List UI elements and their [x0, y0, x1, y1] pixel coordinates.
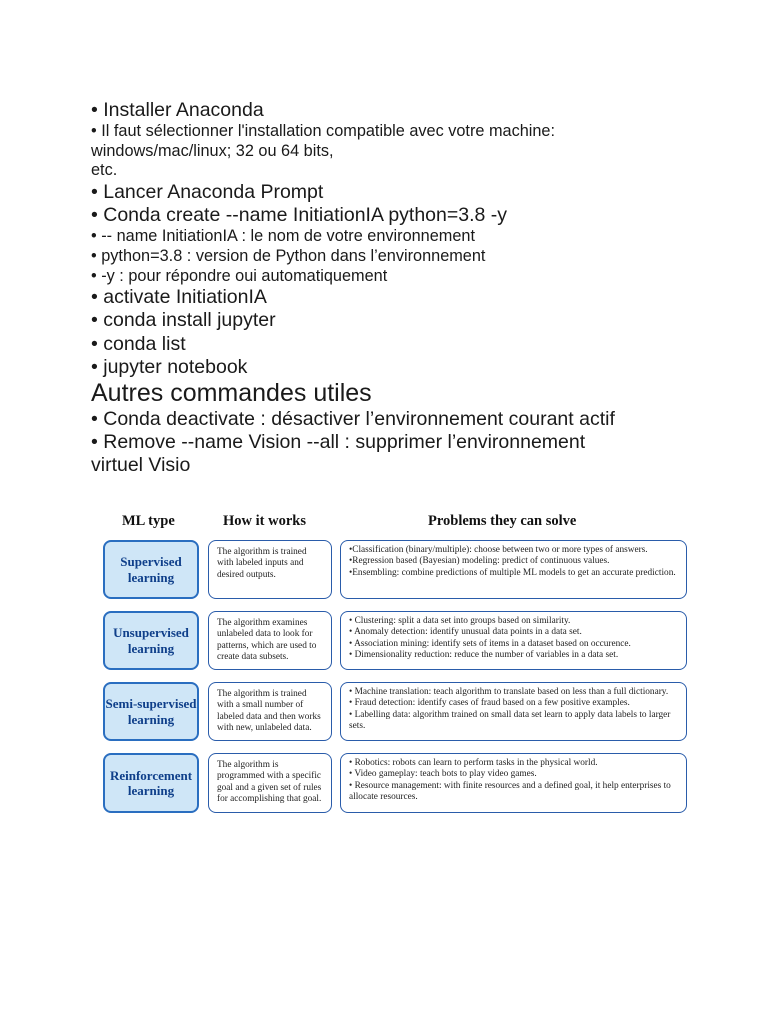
- problem-item: • Dimensionality reduction: reduce the number of variables in a data set.: [349, 650, 619, 661]
- other-commands-list: [91, 408, 691, 478]
- problem-item: • Video gameplay: teach bots to play video games.: [349, 769, 537, 780]
- problem-item: • Anomaly detection: identify unusual data points in a data set.: [349, 627, 582, 638]
- instruction-line: • python=3.8 : version de Python dans l’environnement: [91, 246, 486, 265]
- problem-item: • Clustering: split a data set into groups based on similarity.: [349, 616, 571, 626]
- problem-item: •Regression based (Bayesian) modeling: predict of continuous values.: [349, 556, 610, 567]
- problem-item: • Association mining: identify sets of items in a dataset based on occurence.: [349, 638, 631, 649]
- instruction-line: • -- name InitiationIA : le nom de votre environnement: [91, 227, 475, 246]
- instruction-line: • conda install jupyter: [91, 309, 276, 332]
- problem-item: • Robotics: robots can learn to perform tasks in the physical world.: [349, 758, 598, 768]
- header-how-it-works: How it works: [223, 513, 306, 529]
- instruction-line: windows/mac/linux; 32 ou 64 bits,: [91, 141, 334, 160]
- command-line: virtuel Visio: [91, 454, 191, 477]
- ml-type-row: [100, 611, 690, 670]
- problems-list: [340, 611, 687, 670]
- problem-item: •Ensembling: combine predictions of multiple ML models to get an accurate prediction.: [349, 567, 676, 578]
- instruction-line: • Conda create --name InitiationIA python=3.8 -y: [91, 204, 508, 227]
- install-instructions: [91, 99, 691, 379]
- ml-type-label: Semi-supervised learning: [103, 682, 199, 741]
- header-ml-type: ML type: [122, 513, 175, 529]
- how-it-works-text: The algorithm is programmed with a specific goal and a given set of rules for accomplishing that goal.: [208, 753, 332, 813]
- problems-list: [340, 682, 687, 741]
- ml-type-label: Reinforcement learning: [103, 753, 199, 813]
- ml-types-figure: [100, 510, 690, 820]
- instruction-line: • Lancer Anaconda Prompt: [91, 180, 324, 203]
- problem-item: • Resource management: with finite resources and a defined goal, it help enterprises to allocate resources.: [349, 780, 671, 803]
- instruction-line: • activate InitiationIA: [91, 286, 267, 309]
- problems-list: [340, 540, 687, 599]
- instruction-line: • jupyter notebook: [91, 355, 248, 378]
- instruction-line: • Installer Anaconda: [91, 99, 264, 121]
- how-it-works-text: The algorithm examines unlabeled data to look for patterns, which are used to create data subsets.: [208, 611, 332, 670]
- ml-type-row: [100, 753, 690, 813]
- ml-type-row: [100, 682, 690, 741]
- problem-item: • Fraud detection: identify cases of fraud based on a few positive examples.: [349, 698, 630, 709]
- document-body: [91, 99, 691, 478]
- ml-type-label: Unsupervised learning: [103, 611, 199, 670]
- ml-type-row: [100, 540, 690, 599]
- instruction-line: • Il faut sélectionner l'installation compatible avec votre machine:: [91, 122, 556, 141]
- header-problems: Problems they can solve: [428, 513, 577, 529]
- problem-item: •Classification (binary/multiple): choose between two or more types of answers.: [349, 545, 648, 555]
- instruction-line: etc.: [91, 161, 118, 180]
- command-line: • Conda deactivate : désactiver l’environnement courant actif: [91, 407, 615, 430]
- command-line: • Remove --name Vision --all : supprimer l’environnement: [91, 431, 586, 454]
- how-it-works-text: The algorithm is trained with a small number of labeled data and then works with new, unlabeled data.: [208, 682, 332, 741]
- instruction-line: • conda list: [91, 332, 186, 355]
- problem-item: • Labelling data: algorithm trained on small data set learn to apply data labels to larger sets.: [349, 709, 671, 732]
- how-it-works-text: The algorithm is trained with labeled inputs and desired outputs.: [208, 540, 332, 599]
- instruction-line: • -y : pour répondre oui automatiquement: [91, 266, 388, 285]
- ml-type-label: Supervised learning: [103, 540, 199, 599]
- problems-list: [340, 753, 687, 813]
- problem-item: • Machine translation: teach algorithm to translate based on less than a full dictionary.: [349, 687, 669, 697]
- section-title: Autres commandes utiles: [91, 378, 372, 407]
